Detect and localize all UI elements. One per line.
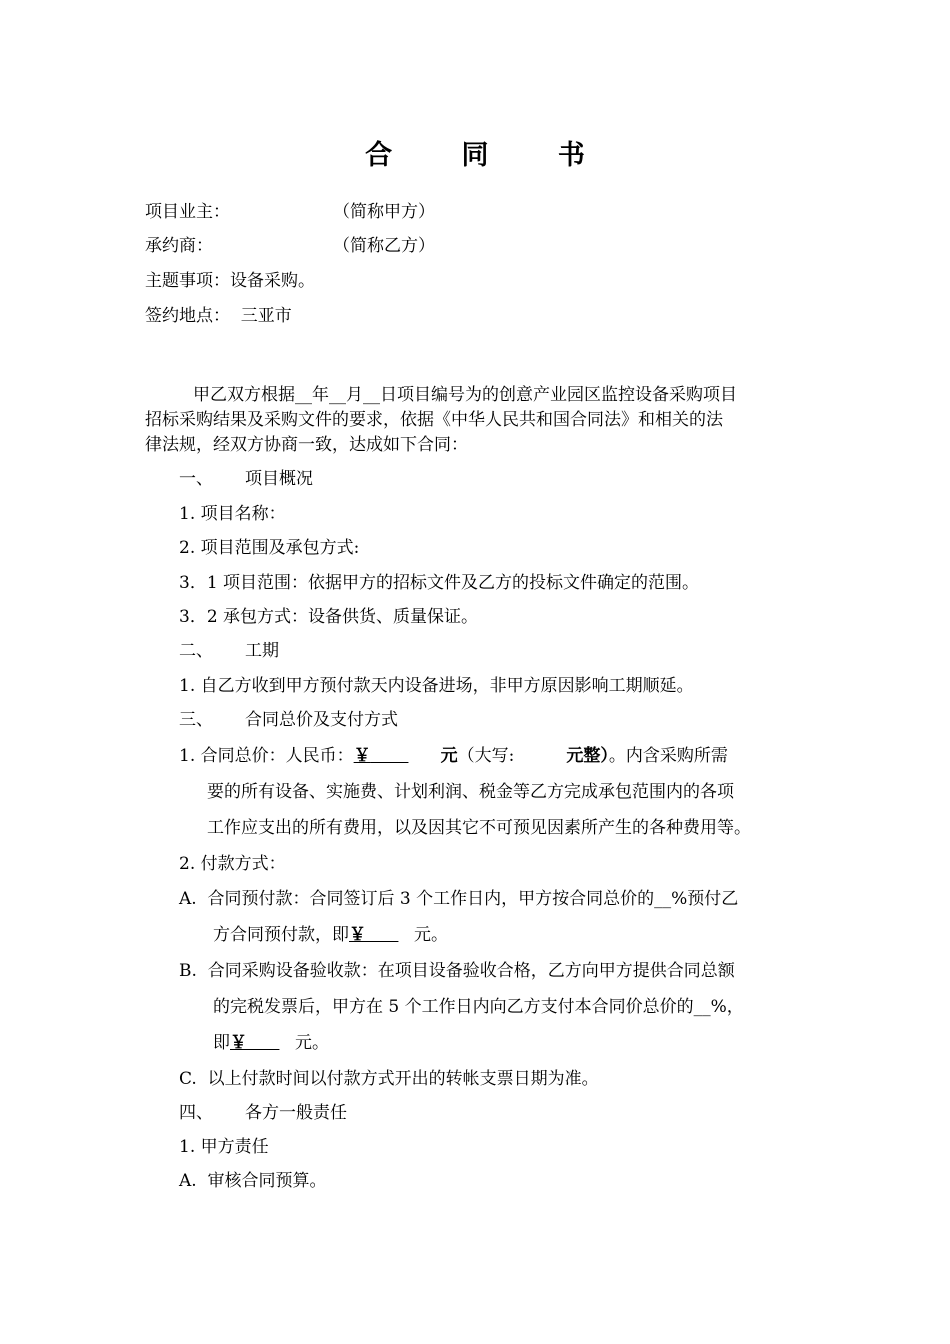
owner-label: 项目业主： [145,202,230,222]
price-line-3: 工作应支出的所有费用，以及因其它不可预见因素所产生的各种费用等。 [207,818,751,838]
owner-note: （简称甲方） [333,202,435,222]
subject-line: 主题事项：设备采购。 [145,271,315,291]
price-tail: 。内含采购所需 [608,746,728,766]
payment-a-line-1: A. 合同预付款：合同签订后 3 个工作日内，甲方按合同总价的__%预付乙 [179,889,739,909]
payment-a-prefix: 方合同预付款，即 [213,925,349,945]
payment-b-prefix: 即 [213,1033,230,1053]
section-3-title: 合同总价及支付方式 [245,710,398,730]
payment-a-yen: ￥ [349,925,366,945]
price-line-1 [179,745,728,767]
section-4-title: 各方一般责任 [245,1103,347,1123]
payment-a-suffix: 元。 [414,925,448,945]
s1-item-3-1: 3．1 项目范围：依据甲方的招标文件及乙方的投标文件确定的范围。 [179,573,700,593]
payment-b-line-1: B. 合同采购设备验收款：在项目设备验收合格，乙方向甲方提供合同总额 [179,961,735,981]
s2-item-1: 1. 自乙方收到甲方预付款天内设备进场，非甲方原因影响工期顺延。 [179,676,694,696]
section-2-title: 工期 [245,641,279,661]
price-prefix: 1. 合同总价：人民币： [179,746,354,766]
payment-b-suffix: 元。 [295,1033,329,1053]
payment-c-line-1: C. 以上付款时间以付款方式开出的转帐支票日期为准。 [179,1069,599,1089]
intro-line-3: 律法规，经双方协商一致，达成如下合同： [145,435,468,455]
price-yen: ￥ [353,746,371,766]
payment-b-line-2: 的完税发票后，甲方在 5 个工作日内向乙方支付本合同价总价的__%， [213,997,744,1017]
contractor-note: （简称乙方） [333,236,435,256]
payment-b-yen: ￥ [230,1033,247,1053]
section-1-title: 项目概况 [245,469,313,489]
price-line-2: 要的所有设备、实施费、计划利润、税金等乙方完成承包范围内的各项 [207,782,734,802]
intro-line-2: 招标采购结果及采购文件的要求，依据《中华人民共和国合同法》和相关的法 [145,410,723,430]
payment-b-line-3 [213,1032,329,1054]
payment-a-line-2 [213,924,448,946]
s1-item-3-2: 3．2 承包方式：设备供货、质量保证。 [179,607,479,627]
contractor-label: 承约商： [145,236,213,256]
intro-line-1: 甲乙双方根据__年__月__日项目编号为的创意产业园区监控设备采购项目 [193,385,737,405]
price-zheng: 元整） [566,746,609,766]
s4-a-line-1: A. 审核合同预算。 [179,1171,327,1191]
payment-title: 2. 付款方式： [179,854,286,874]
s1-item-2: 2. 项目范围及承包方式: [179,538,360,558]
page-title: 合 同 书 [365,140,615,171]
place-line: 签约地点： 三亚市 [145,306,292,326]
price-blank [371,745,441,767]
s4-item-1: 1. 甲方责任 [179,1137,269,1157]
price-yuan: 元 [440,746,458,766]
section-3-number: 三、 [179,710,213,730]
section-1-number: 一、 [179,469,213,489]
s1-item-1: 1. 项目名称： [179,504,286,524]
payment-b-blank [247,1032,295,1054]
payment-a-blank [366,924,414,946]
price-daxie: （大写: [457,746,515,766]
section-2-number: 二、 [179,641,213,661]
section-4-number: 四、 [179,1103,213,1123]
